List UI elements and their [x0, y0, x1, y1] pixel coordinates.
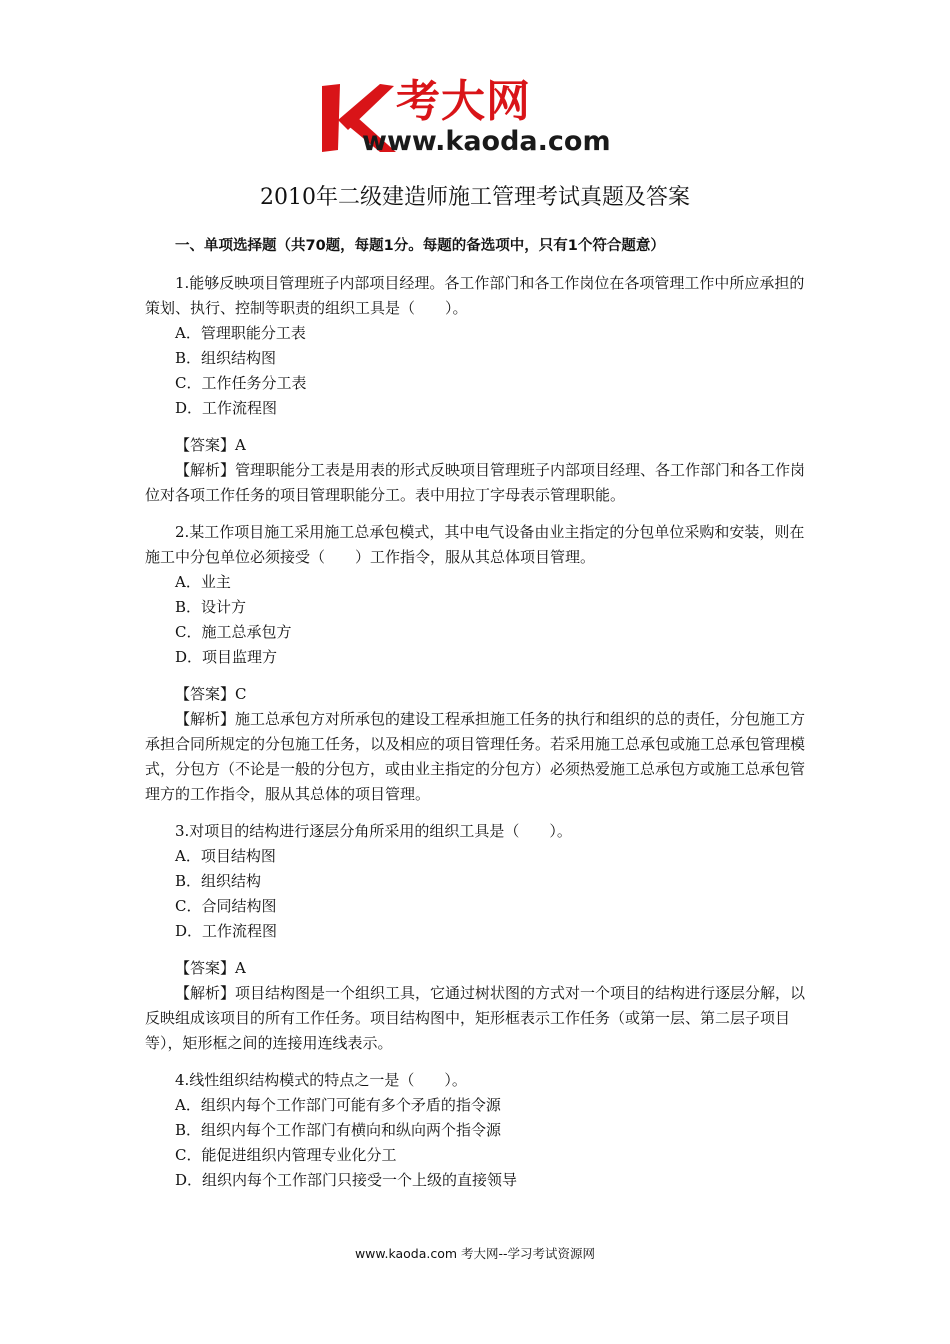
- option-a: A．项目结构图: [175, 847, 276, 865]
- option-d: D．组织内每个工作部门只接受一个上级的直接领导: [175, 1171, 518, 1189]
- option-d: D．工作流程图: [175, 399, 278, 417]
- option-c: C．能促进组织内管理专业化分工: [175, 1146, 397, 1164]
- question-4: [145, 1068, 810, 1193]
- option-b: B．组织结构: [175, 872, 262, 890]
- option-a: A．业主: [175, 573, 231, 591]
- document-title: 2010年二级建造师施工管理考试真题及答案: [260, 185, 690, 210]
- section-heading: 一、单项选择题（共70题，每题1分。每题的备选项中，只有1个符合题意）: [175, 238, 665, 254]
- page-footer: www.kaoda.com 考大网--学习考试资源网: [354, 1246, 596, 1261]
- answer: 【答案】C: [175, 685, 247, 703]
- question-2: [145, 520, 810, 807]
- analysis: 【解析】施工总承包方对所承包的建设工程承担施工任务的执行和组织的总的责任，分包施工方承担合同所规定的分包施工任务，以及相应的项目管理任务。若采用施工总承包或施工总承包管理模式，分包方（不论是一般的分包方，或由业主指定的分包方）必须热爱施工总承包方或施工总承包管理方的工作指令，服从其总体的项目管理。: [145, 710, 806, 803]
- option-b: B．组织结构图: [175, 349, 277, 367]
- option-b: B．设计方: [175, 598, 247, 616]
- option-c: C．工作任务分工表: [175, 374, 307, 392]
- question-stem: 3.对项目的结构进行逐层分角所采用的组织工具是（ ）。: [175, 822, 572, 840]
- question-stem: 1.能够反映项目管理班子内部项目经理。各工作部门和各工作岗位在各项管理工作中所应承担的策划、执行、控制等职责的组织工具是（ ）。: [145, 274, 805, 317]
- analysis: 【解析】管理职能分工表是用表的形式反映项目管理班子内部项目经理、各工作部门和各工作岗位对各项工作任务的项目管理职能分工。表中用拉丁字母表示管理职能。: [145, 461, 806, 504]
- option-d: D．项目监理方: [175, 648, 278, 666]
- answer: 【答案】A: [175, 959, 246, 977]
- option-b: B．组织内每个工作部门有横向和纵向两个指令源: [175, 1121, 502, 1139]
- brand-name: 考大网: [396, 76, 531, 127]
- answer: 【答案】A: [175, 436, 246, 454]
- question-1: [145, 271, 810, 508]
- option-a: A．管理职能分工表: [175, 324, 306, 342]
- option-c: C．施工总承包方: [175, 623, 292, 641]
- question-stem: 2.某工作项目施工采用施工总承包模式，其中电气设备由业主指定的分包单位采购和安装，则在施工中分包单位必须接受（ ）工作指令，服从其总体项目管理。: [145, 523, 805, 566]
- analysis: 【解析】项目结构图是一个组织工具，它通过树状图的方式对一个项目的结构进行逐层分解，以反映组成该项目的所有工作任务。项目结构图中，矩形框表示工作任务（或第一层、第二层子项目等），矩形框之间的连接用连线表示。: [145, 984, 806, 1052]
- option-c: C．合同结构图: [175, 897, 277, 915]
- option-d: D．工作流程图: [175, 922, 278, 940]
- option-a: A．组织内每个工作部门可能有多个矛盾的指令源: [175, 1096, 501, 1114]
- kaoda-logo: [318, 78, 640, 160]
- brand-url: www.kaoda.com: [362, 126, 611, 157]
- question-3: [145, 819, 810, 1056]
- question-list: [145, 271, 810, 1205]
- question-stem: 4.线性组织结构模式的特点之一是（ ）。: [175, 1071, 467, 1089]
